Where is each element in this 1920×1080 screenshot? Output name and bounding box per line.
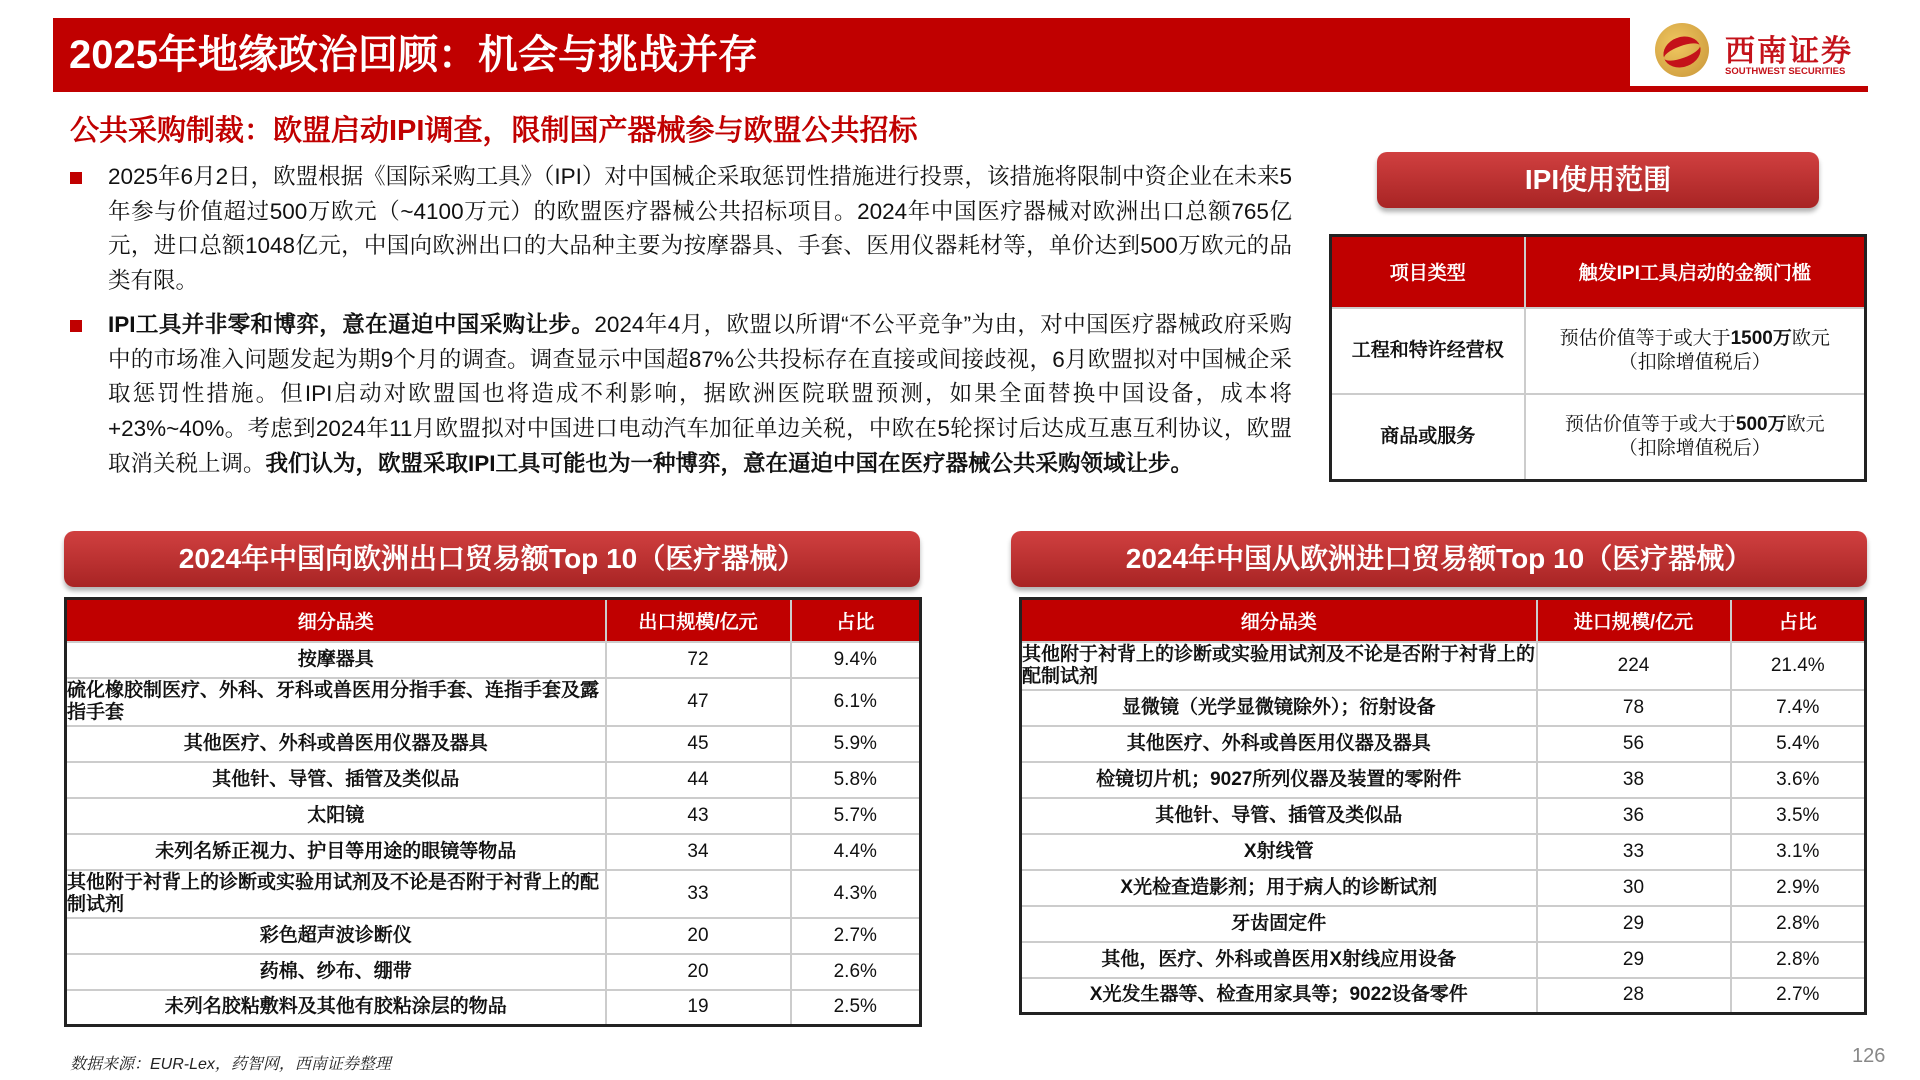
import-table-banner: 2024年中国从欧洲进口贸易额Top 10（医疗器械） — [1011, 531, 1867, 587]
header-export-value: 出口规模/亿元 — [606, 599, 791, 642]
section-subtitle: 公共采购制裁：欧盟启动IPI调查，限制国产器械参与欧盟公共招标 — [70, 115, 918, 147]
header-share: 占比 — [791, 599, 921, 642]
cell-category: 硫化橡胶制医疗、外科、牙科或兽医用分指手套、连指手套及露指手套 — [66, 678, 606, 726]
cell-share: 4.4% — [791, 834, 921, 870]
cell-share: 3.6% — [1731, 762, 1866, 798]
source-footnote: 数据来源：EUR-Lex，药智网，西南证券整理 — [70, 1056, 391, 1073]
cell-share: 2.8% — [1731, 906, 1866, 942]
cell-value: 33 — [606, 870, 791, 918]
table-row — [1021, 690, 1866, 726]
cell-value: 30 — [1537, 870, 1731, 906]
cell-share: 4.3% — [791, 870, 921, 918]
cell-share: 9.4% — [791, 642, 921, 678]
page-title: 2025年地缘政治回顾：机会与挑战并存 — [53, 18, 1630, 92]
bullet-2 — [70, 308, 1292, 482]
table-row — [1021, 798, 1866, 834]
table-row — [1021, 870, 1866, 906]
ipi-header-type: 项目类型 — [1331, 236, 1525, 308]
cell-value: 34 — [606, 834, 791, 870]
table-row — [66, 762, 921, 798]
bullet-square-icon — [70, 320, 82, 332]
cell-value: 36 — [1537, 798, 1731, 834]
cell-value: 56 — [1537, 726, 1731, 762]
cell-value: 38 — [1537, 762, 1731, 798]
cell-value: 19 — [606, 990, 791, 1026]
table-row — [1021, 942, 1866, 978]
cell-value: 20 — [606, 954, 791, 990]
ipi-header-threshold: 触发IPI工具启动的金额门槛 — [1525, 236, 1866, 308]
ipi-scope-table — [1329, 234, 1867, 482]
table-row — [66, 726, 921, 762]
export-table — [64, 597, 922, 1027]
bullet-text: 2025年6月2日，欧盟根据《国际采购工具》（IPI）对中国械企采取惩罚性措施进行投票，该措施将限制中资企业在未来5年参与价值超过500万欧元（~4100万元）的欧盟医疗器械公共招标项目。2024年中国医疗器械对欧洲出口总额765亿元，进口总额1048亿元，中国向欧洲出口的大品种主要为按摩器具、手套、医用仪器耗材等，单价达到500万欧元的品类有限。 — [108, 164, 1292, 294]
ipi-type: 工程和特许经营权 — [1331, 308, 1525, 394]
table-row — [1021, 642, 1866, 690]
logo-emblem-icon — [1655, 23, 1709, 77]
cell-category: X射线管 — [1021, 834, 1537, 870]
cell-category: 显微镜（光学显微镜除外）；衍射设备 — [1021, 690, 1537, 726]
cell-value: 78 — [1537, 690, 1731, 726]
table-row — [66, 990, 921, 1026]
bullet-text: 2024年4月，欧盟以所谓“不公平竞争”为由，对中国医疗器械政府采购中的市场准入问题发起为期9个月的调查。调查显示中国超87%公共投标存在直接或间接歧视，6月欧盟拟对中国械企采取惩罚性措施。但IPI启动对欧盟国也将造成不利影响，据欧洲医院联盟预测，如果全面替换中国设备，成本将+23%~40%。考虑到2024年11月欧盟拟对中国进口电动汽车加征单边关税，中欧在5轮探讨后达成互惠互利协议，欧盟取消关税上调。 — [108, 312, 1292, 476]
bullet-square-icon — [70, 172, 82, 184]
table-row — [66, 798, 921, 834]
table-row — [1021, 834, 1866, 870]
table-row — [66, 834, 921, 870]
bullet-1 — [70, 160, 1292, 299]
table-row — [66, 642, 921, 678]
cell-category: 未列名胶粘敷料及其他有胶粘涂层的物品 — [66, 990, 606, 1026]
cell-share: 7.4% — [1731, 690, 1866, 726]
cell-share: 2.5% — [791, 990, 921, 1026]
table-row — [1021, 762, 1866, 798]
cell-value: 43 — [606, 798, 791, 834]
table-row — [1021, 726, 1866, 762]
cell-category: 其他医疗、外科或兽医用仪器及器具 — [1021, 726, 1537, 762]
cell-value: 224 — [1537, 642, 1731, 690]
cell-share: 5.9% — [791, 726, 921, 762]
logo-cn-text: 西南证券 — [1725, 34, 1853, 69]
cell-share: 5.4% — [1731, 726, 1866, 762]
cell-category: 其他附于衬背上的诊断或实验用试剂及不论是否附于衬背上的配制试剂 — [66, 870, 606, 918]
bullet-conclusion: 我们认为，欧盟采取IPI工具可能也为一种博弈，意在逼迫中国在医疗器械公共采购领域让步。 — [265, 450, 1194, 476]
cell-share: 5.8% — [791, 762, 921, 798]
cell-category: 牙齿固定件 — [1021, 906, 1537, 942]
cell-category: 药棉、纱布、绷带 — [66, 954, 606, 990]
cell-value: 28 — [1537, 978, 1731, 1014]
cell-share: 5.7% — [791, 798, 921, 834]
ipi-scope-banner: IPI使用范围 — [1377, 152, 1819, 208]
table-row — [1021, 978, 1866, 1014]
header-underline — [1630, 86, 1868, 92]
cell-value: 44 — [606, 762, 791, 798]
cell-category: 检镜切片机；9027所列仪器及装置的零附件 — [1021, 762, 1537, 798]
cell-share: 2.7% — [1731, 978, 1866, 1014]
cell-share: 21.4% — [1731, 642, 1866, 690]
cell-share: 3.5% — [1731, 798, 1866, 834]
cell-share: 2.8% — [1731, 942, 1866, 978]
table-row — [66, 678, 921, 726]
cell-share: 6.1% — [791, 678, 921, 726]
cell-value: 47 — [606, 678, 791, 726]
cell-share: 2.9% — [1731, 870, 1866, 906]
cell-category: 其他针、导管、插管及类似品 — [1021, 798, 1537, 834]
table-row — [1331, 308, 1866, 394]
cell-category: 彩色超声波诊断仪 — [66, 918, 606, 954]
ipi-type: 商品或服务 — [1331, 394, 1525, 481]
header-share: 占比 — [1731, 599, 1866, 642]
cell-category: 其他针、导管、插管及类似品 — [66, 762, 606, 798]
cell-category: 按摩器具 — [66, 642, 606, 678]
company-logo — [1655, 20, 1865, 82]
cell-share: 3.1% — [1731, 834, 1866, 870]
cell-value: 72 — [606, 642, 791, 678]
cell-category: 太阳镜 — [66, 798, 606, 834]
header-import-value: 进口规模/亿元 — [1537, 599, 1731, 642]
ipi-threshold: 预估价值等于或大于500万欧元 （扣除增值税后） — [1525, 394, 1866, 481]
cell-share: 2.7% — [791, 918, 921, 954]
table-row — [1021, 906, 1866, 942]
export-table-banner: 2024年中国向欧洲出口贸易额Top 10（医疗器械） — [64, 531, 920, 587]
logo-en-text: SOUTHWEST SECURITIES — [1725, 66, 1846, 77]
ipi-threshold: 预估价值等于或大于1500万欧元 （扣除增值税后） — [1525, 308, 1866, 394]
table-row — [66, 954, 921, 990]
cell-value: 29 — [1537, 942, 1731, 978]
cell-category: 其他，医疗、外科或兽医用X射线应用设备 — [1021, 942, 1537, 978]
cell-category: X光检查造影剂；用于病人的诊断试剂 — [1021, 870, 1537, 906]
cell-value: 45 — [606, 726, 791, 762]
page-number: 126 — [1852, 1045, 1886, 1067]
cell-value: 33 — [1537, 834, 1731, 870]
cell-value: 20 — [606, 918, 791, 954]
cell-value: 29 — [1537, 906, 1731, 942]
table-row — [66, 870, 921, 918]
cell-share: 2.6% — [791, 954, 921, 990]
cell-category: 其他附于衬背上的诊断或实验用试剂及不论是否附于衬背上的配制试剂 — [1021, 642, 1537, 690]
header-category: 细分品类 — [1021, 599, 1537, 642]
header-category: 细分品类 — [66, 599, 606, 642]
table-row — [1331, 394, 1866, 481]
bullet-lead: IPI工具并非零和博弈，意在逼迫中国采购让步。 — [108, 312, 595, 337]
table-row — [66, 918, 921, 954]
cell-category: 其他医疗、外科或兽医用仪器及器具 — [66, 726, 606, 762]
import-table — [1019, 597, 1867, 1015]
cell-category: X光发生器等、检查用家具等；9022设备零件 — [1021, 978, 1537, 1014]
cell-category: 未列名矫正视力、护目等用途的眼镜等物品 — [66, 834, 606, 870]
